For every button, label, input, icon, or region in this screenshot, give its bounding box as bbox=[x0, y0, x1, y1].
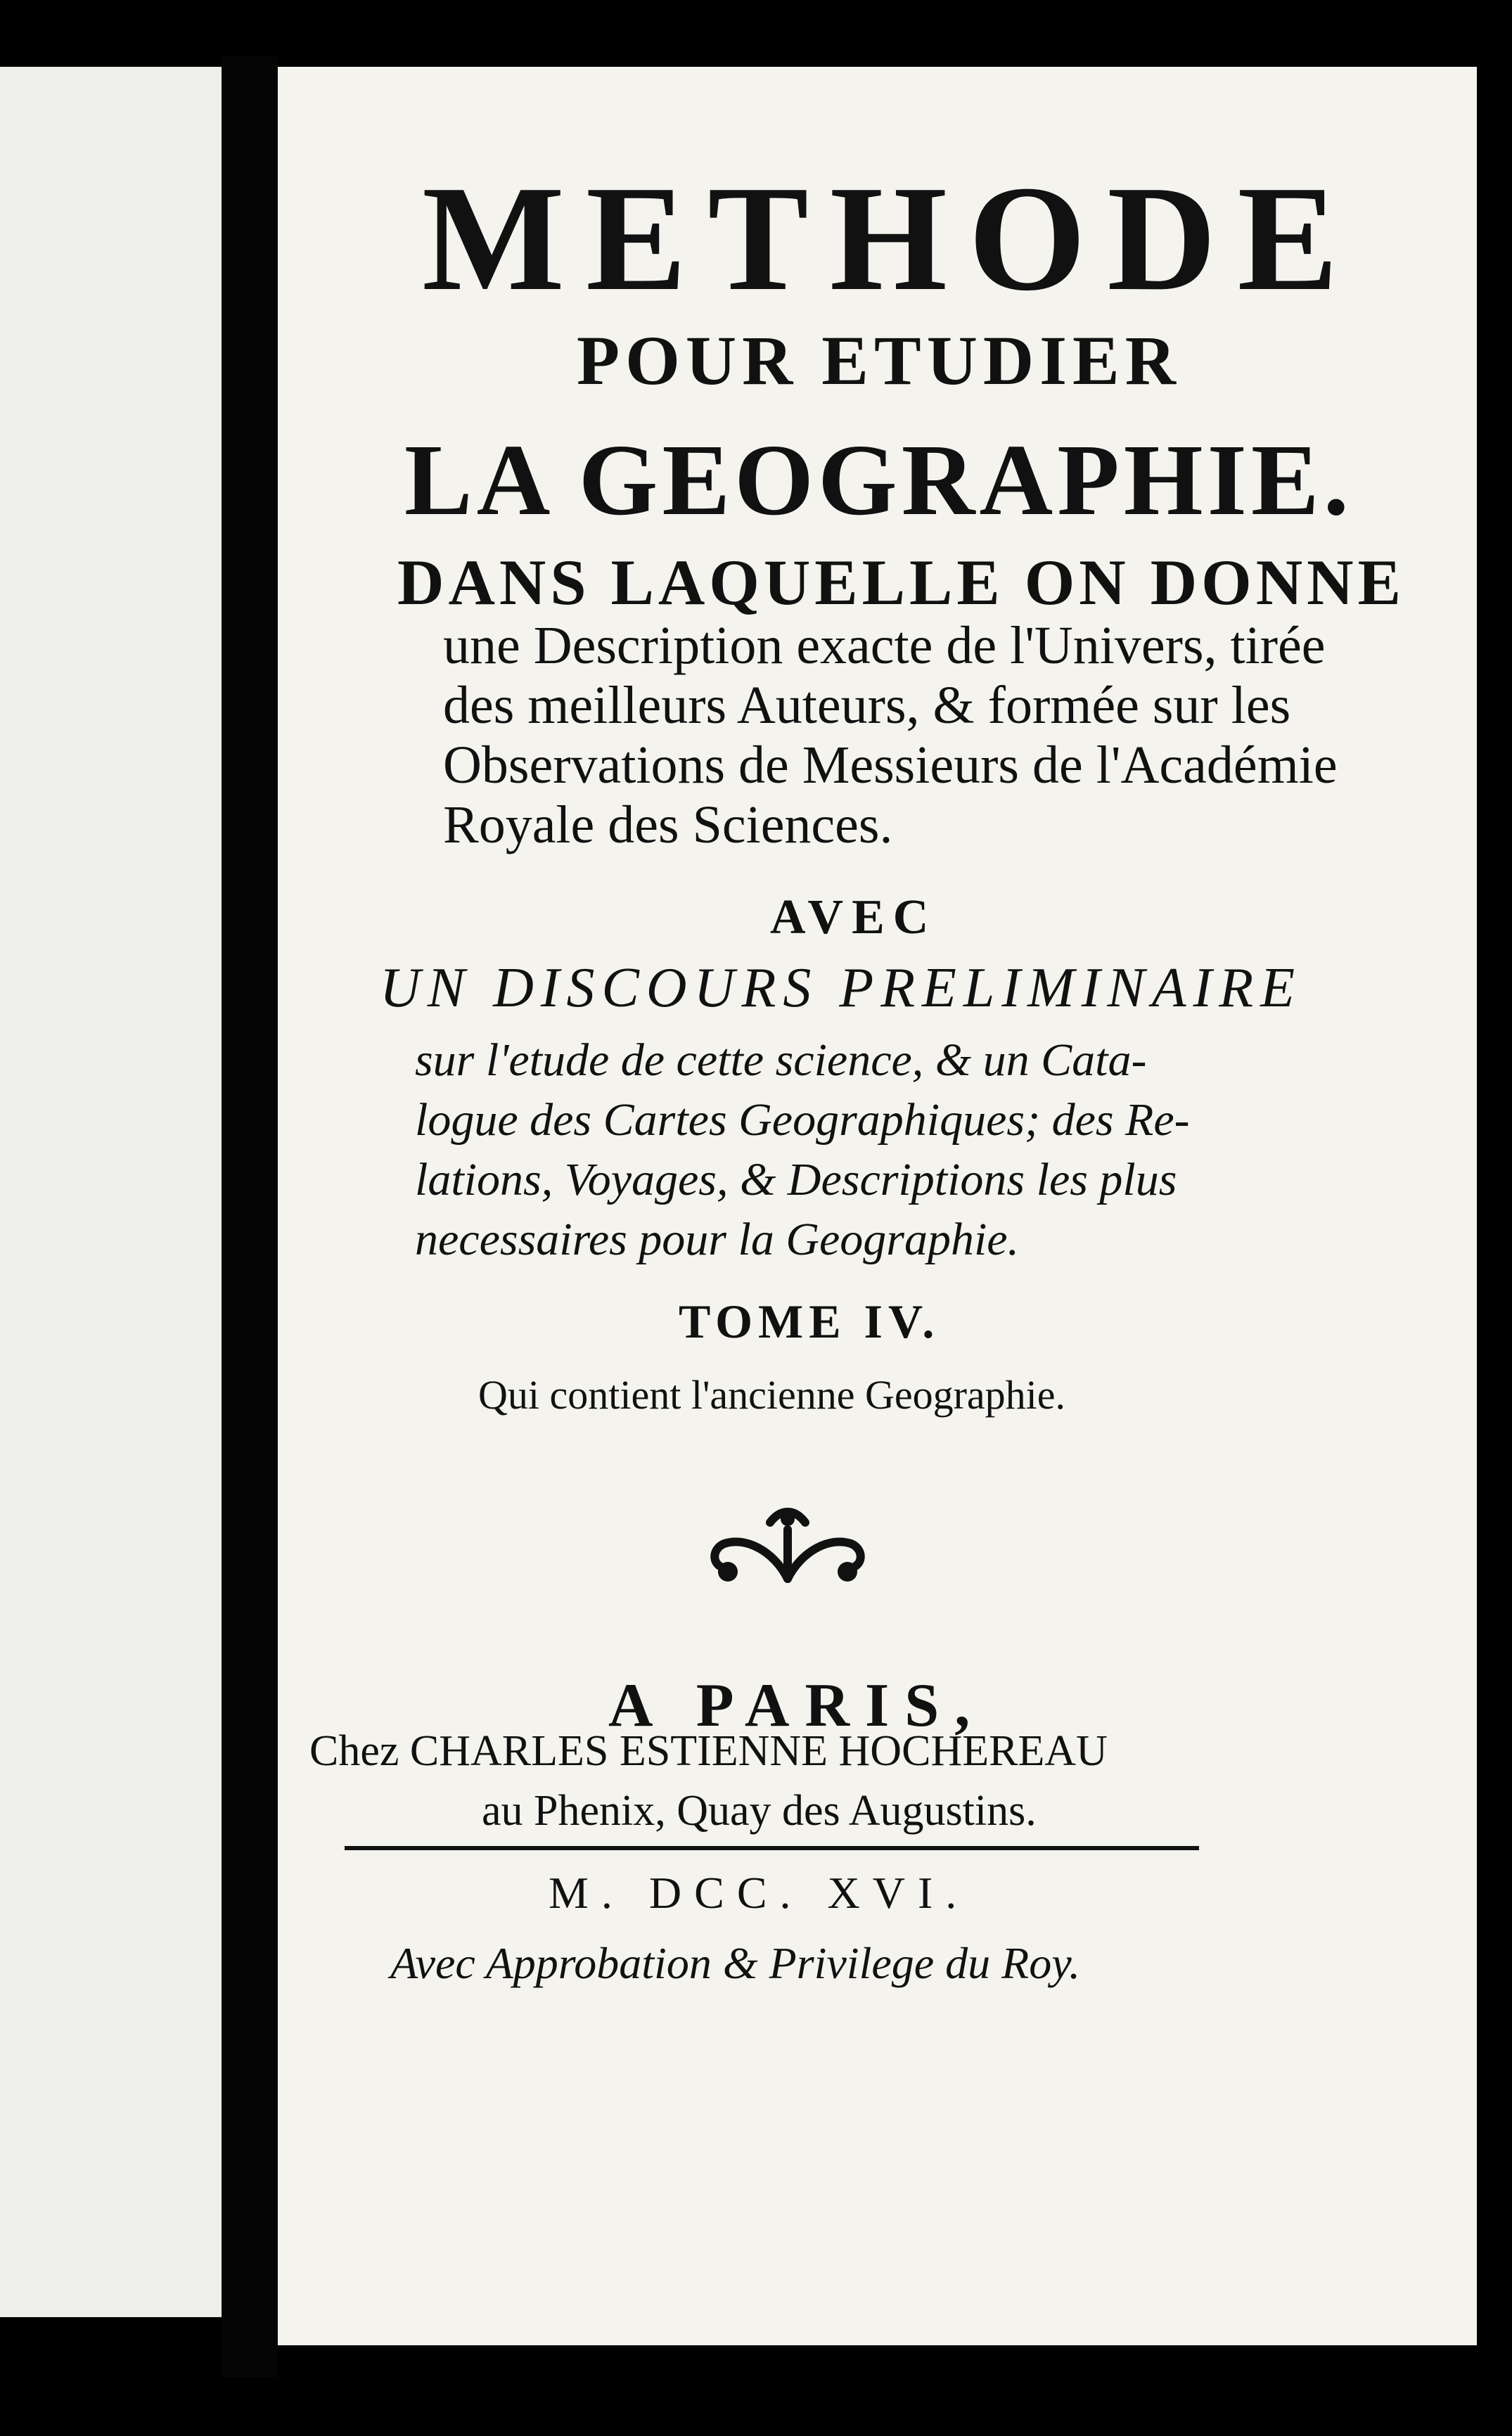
subtitle-geographie: LA GEOGRAPHIE. bbox=[404, 424, 1353, 537]
discours-line: logue des Cartes Geographiques; des Re- bbox=[415, 1094, 1190, 1146]
discours-heading: UN DISCOURS PRELIMINAIRE bbox=[380, 957, 1302, 1019]
discours-line: necessaires pour la Geographie. bbox=[415, 1214, 1020, 1265]
imprint-publisher: Chez CHARLES ESTIENNE HOCHEREAU bbox=[309, 1727, 1108, 1775]
book-gutter bbox=[222, 56, 278, 2377]
imprint-date: M. DCC. XVI. bbox=[549, 1868, 970, 1918]
tome-contents: Qui contient l'ancienne Geographie. bbox=[478, 1372, 1066, 1418]
description-line: des meilleurs Auteurs, & formée sur les bbox=[443, 676, 1291, 735]
description-line: Royale des Sciences. bbox=[443, 795, 893, 854]
description-line: Observations de Messieurs de l'Académie bbox=[443, 736, 1338, 795]
imprint-privilege: Avec Approbation & Privilege du Roy. bbox=[390, 1938, 1081, 1988]
fleuron-ornament-icon bbox=[703, 1501, 872, 1593]
subtitle-dans-laquelle: DANS LAQUELLE ON DONNE bbox=[397, 546, 1405, 618]
discours-line: sur l'etude de cette science, & un Cata- bbox=[415, 1034, 1147, 1086]
facing-page bbox=[0, 67, 222, 2317]
subtitle-pour-etudier: POUR ETUDIER bbox=[577, 321, 1181, 399]
discours-line: lations, Voyages, & Descriptions les plus bbox=[415, 1154, 1177, 1205]
imprint-rule bbox=[345, 1846, 1199, 1850]
description-line: une Description exacte de l'Univers, tirée bbox=[443, 616, 1326, 675]
imprint-place: A PARIS, bbox=[608, 1672, 986, 1740]
book-title: METHODE bbox=[422, 154, 1359, 322]
imprint-address: au Phenix, Quay des Augustins. bbox=[482, 1787, 1037, 1835]
tome-number: TOME IV. bbox=[679, 1295, 940, 1348]
avec-heading: AVEC bbox=[770, 890, 937, 944]
